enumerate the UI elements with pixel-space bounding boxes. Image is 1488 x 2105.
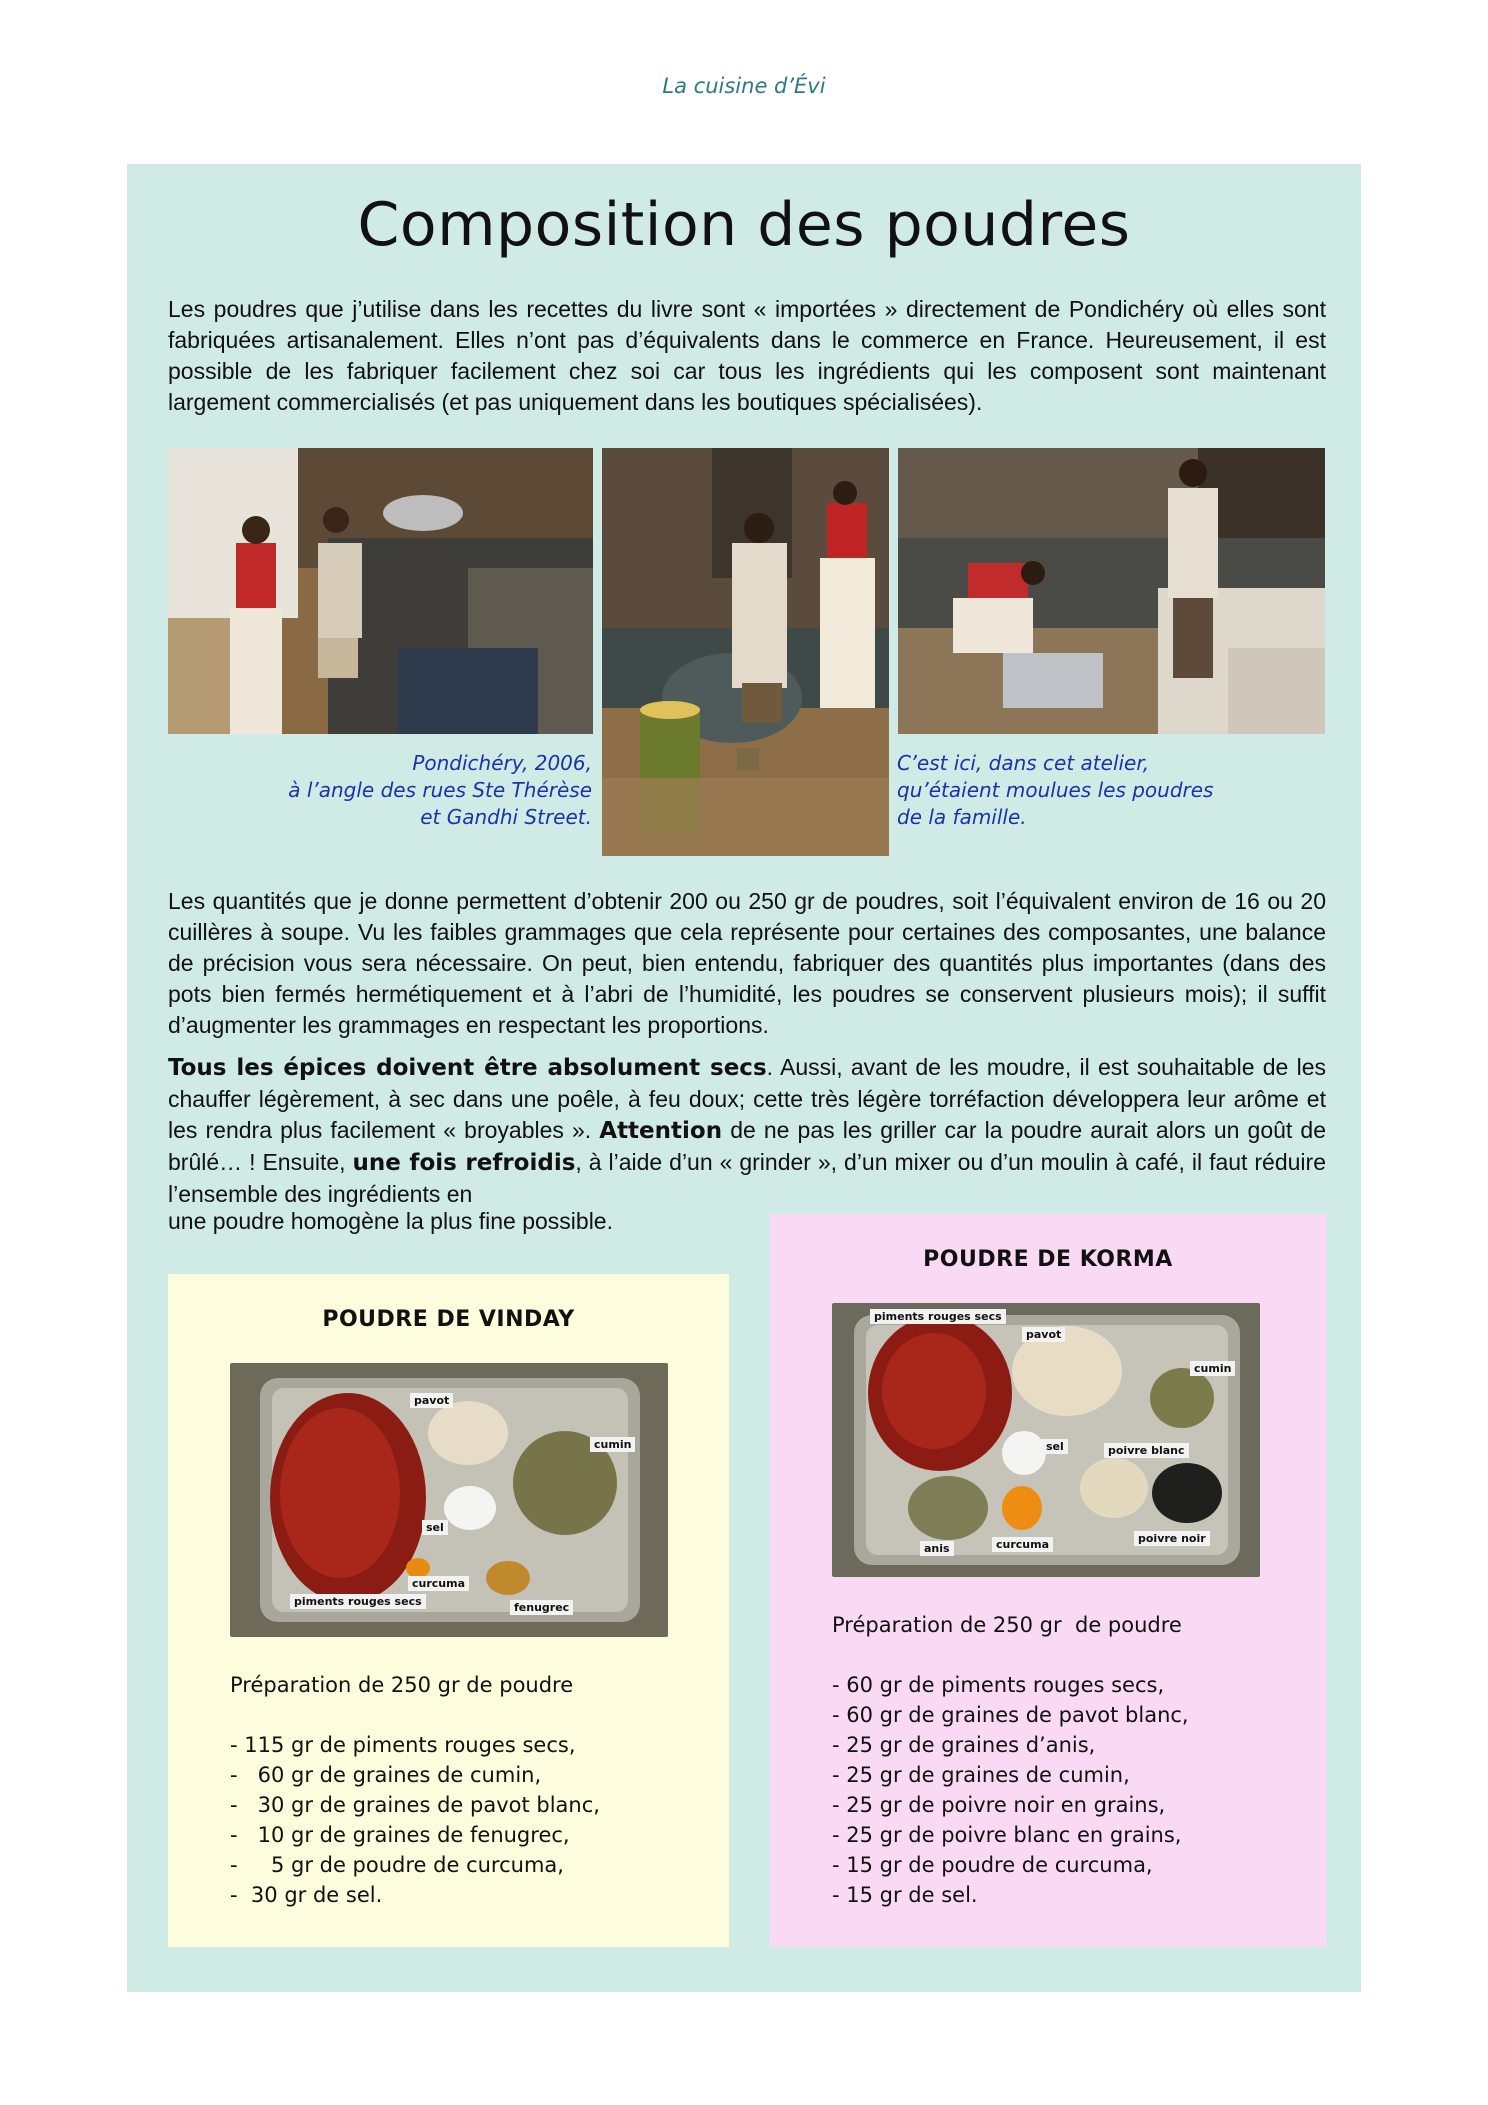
caption-line: de la famille. — [897, 805, 1027, 829]
tray-label: piments rouges secs — [290, 1594, 426, 1609]
emphasis-attention: Attention — [599, 1118, 723, 1144]
ingredient-line: - 115 gr de piments rouges secs, — [230, 1733, 576, 1757]
caption-line: Pondichéry, 2006, — [412, 751, 592, 775]
tray-label: pavot — [410, 1393, 453, 1408]
caption-line: C’est ici, dans cet atelier, — [897, 751, 1150, 775]
vinday-spice-tray — [230, 1363, 668, 1637]
tray-label: cumin — [1190, 1361, 1235, 1376]
korma-recipe-box — [770, 1214, 1326, 1947]
intro-paragraph: Les poudres que j’utilise dans les recettes du livre sont « importées » directement de Pondichéry où elles sont fabriquées artisanalement. Elles n’ont pas d’équivalents dans le commerce en France. Heureusement, il est possible de les fabriquer facilement chez soi car tous les ingrédients qui les composent sont maintenant largement commercialisés (et pas uniquement dans les boutiques spécialisées). — [168, 296, 1326, 415]
emphasis-cooled: une fois refroidis — [352, 1150, 576, 1176]
running-header: La cuisine d’Évi — [662, 74, 826, 98]
korma-prep-heading: Préparation de 250 gr de poudre — [832, 1613, 1182, 1637]
quantities-paragraph: Les quantités que je donne permettent d’obtenir 200 ou 250 gr de poudres, soit l’équivalent environ de 16 ou 20 cuillères à soupe. Vu les faibles grammages que cela représente pour certaines des composantes, une balance de précision vous sera nécessaire. On peut, bien entendu, fabriquer des quantités plus importantes (dans des pots bien fermés hermétiquement et à l’abri de l’humidité, les poudres se conservent plusieurs mois); il suffit d’augmenter les grammages en respectant les proportions. — [168, 888, 1326, 1038]
tray-label: cumin — [590, 1437, 635, 1452]
ingredient-line: - 60 gr de graines de cumin, — [230, 1763, 542, 1787]
tray-label: fenugrec — [510, 1600, 573, 1615]
korma-ingredient-list — [832, 1610, 1189, 1910]
ingredient-line: - 30 gr de graines de pavot blanc, — [230, 1793, 600, 1817]
ingredient-line: - 25 gr de graines de cumin, — [832, 1763, 1130, 1787]
ingredient-line: - 25 gr de poivre blanc en grains, — [832, 1823, 1182, 1847]
caption-line: et Gandhi Street. — [420, 805, 592, 829]
vinday-ingredient-list — [230, 1670, 600, 1910]
workshop-photo-street — [168, 448, 593, 734]
photo-caption-left — [200, 750, 592, 831]
caption-line: qu’étaient moulues les poudres — [897, 778, 1214, 802]
caption-line: à l’angle des rues Ste Thérèse — [288, 778, 592, 802]
page-title: Composition des poudres — [357, 190, 1131, 260]
vinday-title: POUDRE DE VINDAY — [322, 1307, 575, 1332]
ingredient-line: - 15 gr de poudre de curcuma, — [832, 1853, 1153, 1877]
tray-label: sel — [422, 1520, 448, 1535]
ingredient-line: - 5 gr de poudre de curcuma, — [230, 1853, 564, 1877]
ingredient-line: - 15 gr de sel. — [832, 1883, 978, 1907]
drying-paragraph: Tous les épices doivent être absolument secs. Aussi, avant de les moudre, il est souhaitable de les chauffer légèrement, à sec dans une poêle, à feu doux; cette très légère torréfaction développera leur arôme et les rendra plus facilement « broyables ». Attention de ne pas les griller car la poudre aurait alors un goût de brûlé… ! Ensuite, une fois refroidis, à l’aide d’un « grinder », d’un mixer ou d’un moulin à café, il faut réduire l’ensemble des ingrédients en — [168, 1054, 1326, 1207]
workshop-photo-grinder — [602, 448, 889, 856]
ingredient-line: - 10 gr de graines de fenugrec, — [230, 1823, 570, 1847]
ingredient-line: - 60 gr de graines de pavot blanc, — [832, 1703, 1189, 1727]
photo-caption-right — [897, 750, 1257, 831]
korma-spice-tray — [832, 1303, 1260, 1577]
tray-label: anis — [920, 1541, 954, 1556]
emphasis-dry: Tous les épices doivent être absolument secs — [168, 1055, 767, 1081]
tray-label: poivre blanc — [1104, 1443, 1189, 1458]
ingredient-line: - 60 gr de piments rouges secs, — [832, 1673, 1165, 1697]
ingredient-line: - 25 gr de poivre noir en grains, — [832, 1793, 1166, 1817]
tray-label: piments rouges secs — [870, 1309, 1006, 1324]
ingredient-line: - 30 gr de sel. — [230, 1883, 383, 1907]
ingredient-line: - 25 gr de graines d’anis, — [832, 1733, 1096, 1757]
tray-label: curcuma — [992, 1537, 1053, 1552]
tray-label: poivre noir — [1134, 1531, 1210, 1546]
vinday-prep-heading: Préparation de 250 gr de poudre — [230, 1673, 574, 1697]
drying-paragraph-end: une poudre homogène la plus fine possible. — [168, 1208, 613, 1234]
workshop-photo-atelier — [898, 448, 1325, 734]
korma-title: POUDRE DE KORMA — [923, 1247, 1173, 1272]
vinday-recipe-box — [168, 1274, 729, 1947]
tray-label: sel — [1042, 1439, 1068, 1454]
tray-label: curcuma — [408, 1576, 469, 1591]
tray-label: pavot — [1022, 1327, 1065, 1342]
